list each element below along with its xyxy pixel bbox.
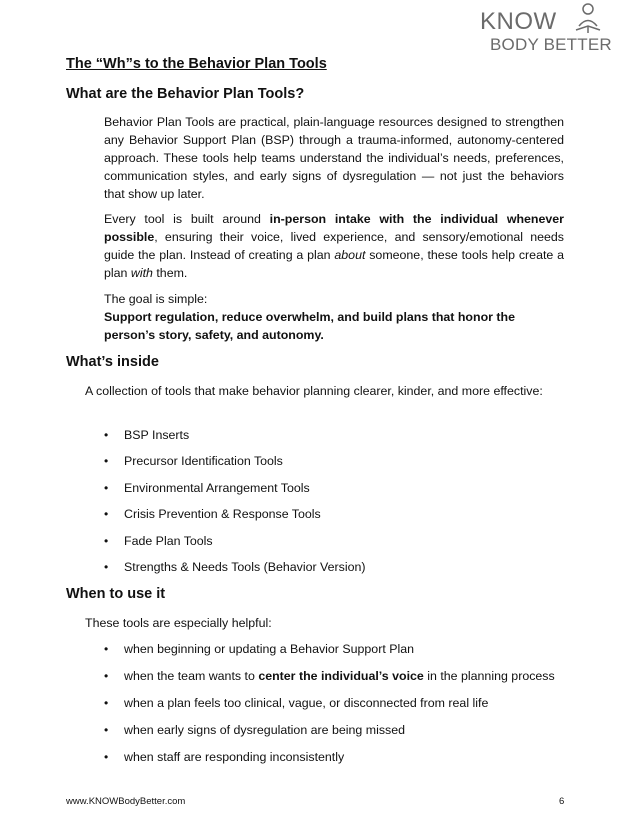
intake-bold: in-person intake with the individual whenever possible (104, 212, 565, 244)
list-item (104, 505, 566, 523)
intake-italic: with (130, 266, 153, 280)
list-item-text: when the team wants to (124, 669, 259, 683)
list-item (104, 452, 566, 470)
list-item (104, 721, 566, 739)
list-item (104, 748, 566, 766)
intake-text: Every tool is built around (104, 212, 270, 226)
list-item-text: Precursor Identification Tools (124, 454, 283, 469)
list-item-text: when staff are responding inconsistently (124, 750, 345, 764)
list-item (104, 426, 566, 444)
list-item (104, 667, 566, 685)
bullet-icon: • (104, 480, 109, 495)
list-item-text: Crisis Prevention & Response Tools (124, 507, 321, 522)
when-list (104, 640, 566, 766)
logo (480, 2, 620, 58)
list-item (104, 558, 566, 576)
goal-intro: The goal is simple: (104, 292, 208, 306)
section-heading-whats-inside: What’s inside (66, 354, 159, 370)
list-item-text: when a plan feels too clinical, vague, or disconnected from real life (124, 696, 489, 710)
list-item-text: when beginning or updating a Behavior Support Plan (124, 642, 415, 656)
logo-body-better-text: BODY BETTER (490, 35, 612, 54)
bullet-icon: • (104, 507, 109, 522)
section-heading-when-to-use: When to use it (66, 586, 166, 602)
list-item-text: Environmental Arrangement Tools (124, 480, 310, 495)
tools-list (104, 426, 566, 576)
intake-text: someone, these tools help create a plan (104, 248, 565, 280)
page-title: The “Wh”s to the Behavior Plan Tools (66, 56, 327, 72)
goal-statement: Support regulation, reduce overwhelm, and build plans that honor the person’s story, safety, and autonomy. (104, 310, 515, 342)
list-item-text: when early signs of dysregulation are being missed (124, 723, 406, 737)
list-item-text: Fade Plan Tools (124, 533, 213, 548)
whats-inside-intro: A collection of tools that make behavior planning clearer, kinder, and more effective: (85, 384, 543, 398)
intake-text: them. (152, 266, 188, 280)
bullet-icon: • (104, 696, 109, 710)
when-intro: These tools are especially helpful: (85, 616, 272, 630)
page-number: 6 (559, 796, 565, 807)
bullet-icon: • (104, 669, 109, 683)
bullet-icon: • (104, 533, 109, 548)
list-item (104, 479, 566, 497)
list-item-text: BSP Inserts (124, 428, 190, 442)
bullet-icon: • (104, 559, 109, 574)
bullet-icon: • (104, 428, 109, 442)
list-item-text: Strengths & Needs Tools (Behavior Version) (124, 559, 366, 574)
footer-url: www.KNOWBodyBetter.com (66, 796, 186, 807)
reading-person-icon (573, 2, 609, 38)
list-item-bold: center the individual’s voice (258, 669, 424, 683)
list-item (104, 694, 566, 712)
list-item (104, 532, 566, 550)
bullet-icon: • (104, 723, 109, 737)
bullet-icon: • (104, 750, 109, 764)
logo-know-text: KNOW (480, 8, 557, 35)
bullet-icon: • (104, 454, 109, 469)
intake-paragraph (104, 210, 564, 282)
intake-text: , ensuring their voice, lived experience, and sensory/emotional needs guide the plan. Instead of creating a plan (104, 230, 564, 262)
list-item (104, 640, 566, 658)
list-item-text: in the planning process (423, 669, 555, 683)
intake-italic: about (334, 248, 366, 262)
bullet-icon: • (104, 642, 109, 656)
section-heading-what-are: What are the Behavior Plan Tools? (66, 86, 305, 102)
goal-paragraph (104, 290, 564, 344)
intro-paragraph: Behavior Plan Tools are practical, plain-language resources designed to strengthen any Behavior Support Plan (BSP) through a trauma-informed, autonomy-centered approach. These tools help teams understand the individual’s needs, preferences, communication styles, and early signs of dysregulation — not just the behaviors that show up later. (104, 115, 564, 201)
